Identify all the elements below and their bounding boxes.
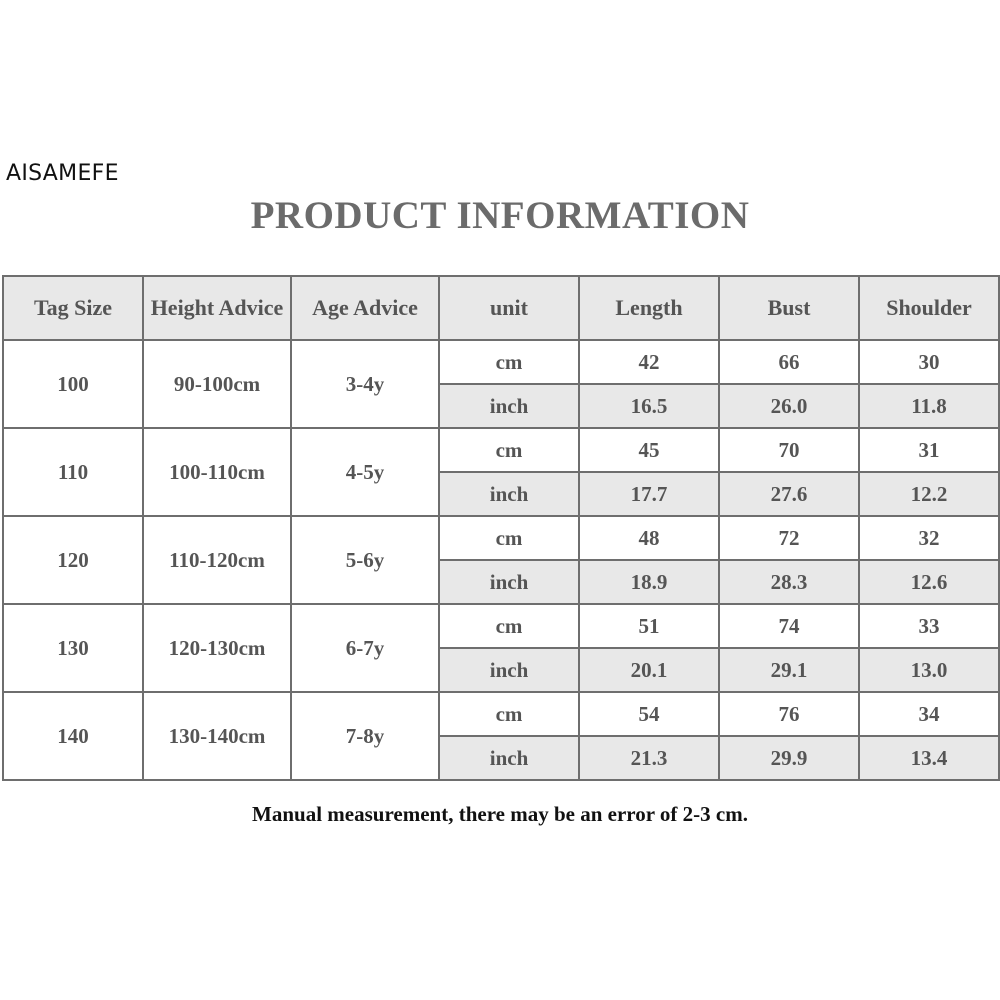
age-advice-cell: 6-7y <box>291 604 439 692</box>
length-cell: 20.1 <box>579 648 719 692</box>
unit-cell: inch <box>439 736 579 780</box>
table-row <box>3 340 999 384</box>
header-unit: unit <box>439 276 579 340</box>
table-row <box>3 428 999 472</box>
shoulder-cell: 30 <box>859 340 999 384</box>
bust-cell: 70 <box>719 428 859 472</box>
bust-cell: 29.9 <box>719 736 859 780</box>
header-bust: Bust <box>719 276 859 340</box>
length-cell: 54 <box>579 692 719 736</box>
bust-cell: 74 <box>719 604 859 648</box>
length-cell: 17.7 <box>579 472 719 516</box>
unit-cell: inch <box>439 560 579 604</box>
table-row <box>3 692 999 736</box>
bust-cell: 66 <box>719 340 859 384</box>
shoulder-cell: 31 <box>859 428 999 472</box>
unit-cell: cm <box>439 428 579 472</box>
tag-size-cell: 120 <box>3 516 143 604</box>
bust-cell: 27.6 <box>719 472 859 516</box>
height-advice-cell: 130-140cm <box>143 692 291 780</box>
bust-cell: 76 <box>719 692 859 736</box>
table-row <box>3 604 999 648</box>
length-cell: 45 <box>579 428 719 472</box>
header-shoulder: Shoulder <box>859 276 999 340</box>
size-chart-table <box>2 275 1000 781</box>
table-header-row <box>3 276 999 340</box>
length-cell: 16.5 <box>579 384 719 428</box>
height-advice-cell: 90-100cm <box>143 340 291 428</box>
shoulder-cell: 12.6 <box>859 560 999 604</box>
height-advice-cell: 120-130cm <box>143 604 291 692</box>
shoulder-cell: 12.2 <box>859 472 999 516</box>
tag-size-cell: 110 <box>3 428 143 516</box>
bust-cell: 28.3 <box>719 560 859 604</box>
tag-size-cell: 130 <box>3 604 143 692</box>
shoulder-cell: 13.0 <box>859 648 999 692</box>
unit-cell: inch <box>439 384 579 428</box>
height-advice-cell: 100-110cm <box>143 428 291 516</box>
age-advice-cell: 5-6y <box>291 516 439 604</box>
shoulder-cell: 33 <box>859 604 999 648</box>
height-advice-cell: 110-120cm <box>143 516 291 604</box>
length-cell: 18.9 <box>579 560 719 604</box>
header-tag-size: Tag Size <box>3 276 143 340</box>
length-cell: 48 <box>579 516 719 560</box>
length-cell: 51 <box>579 604 719 648</box>
unit-cell: cm <box>439 340 579 384</box>
tag-size-cell: 140 <box>3 692 143 780</box>
header-age-advice: Age Advice <box>291 276 439 340</box>
unit-cell: cm <box>439 516 579 560</box>
brand-name: AISAMEFE <box>6 161 119 186</box>
header-length: Length <box>579 276 719 340</box>
unit-cell: inch <box>439 648 579 692</box>
shoulder-cell: 13.4 <box>859 736 999 780</box>
unit-cell: cm <box>439 604 579 648</box>
shoulder-cell: 34 <box>859 692 999 736</box>
shoulder-cell: 32 <box>859 516 999 560</box>
age-advice-cell: 3-4y <box>291 340 439 428</box>
length-cell: 42 <box>579 340 719 384</box>
unit-cell: cm <box>439 692 579 736</box>
page-title: PRODUCT INFORMATION <box>250 194 750 237</box>
bust-cell: 29.1 <box>719 648 859 692</box>
shoulder-cell: 11.8 <box>859 384 999 428</box>
header-height-advice: Height Advice <box>143 276 291 340</box>
bust-cell: 26.0 <box>719 384 859 428</box>
age-advice-cell: 7-8y <box>291 692 439 780</box>
age-advice-cell: 4-5y <box>291 428 439 516</box>
measurement-note: Manual measurement, there may be an error of 2-3 cm. <box>252 802 748 826</box>
length-cell: 21.3 <box>579 736 719 780</box>
unit-cell: inch <box>439 472 579 516</box>
tag-size-cell: 100 <box>3 340 143 428</box>
table-row <box>3 516 999 560</box>
bust-cell: 72 <box>719 516 859 560</box>
